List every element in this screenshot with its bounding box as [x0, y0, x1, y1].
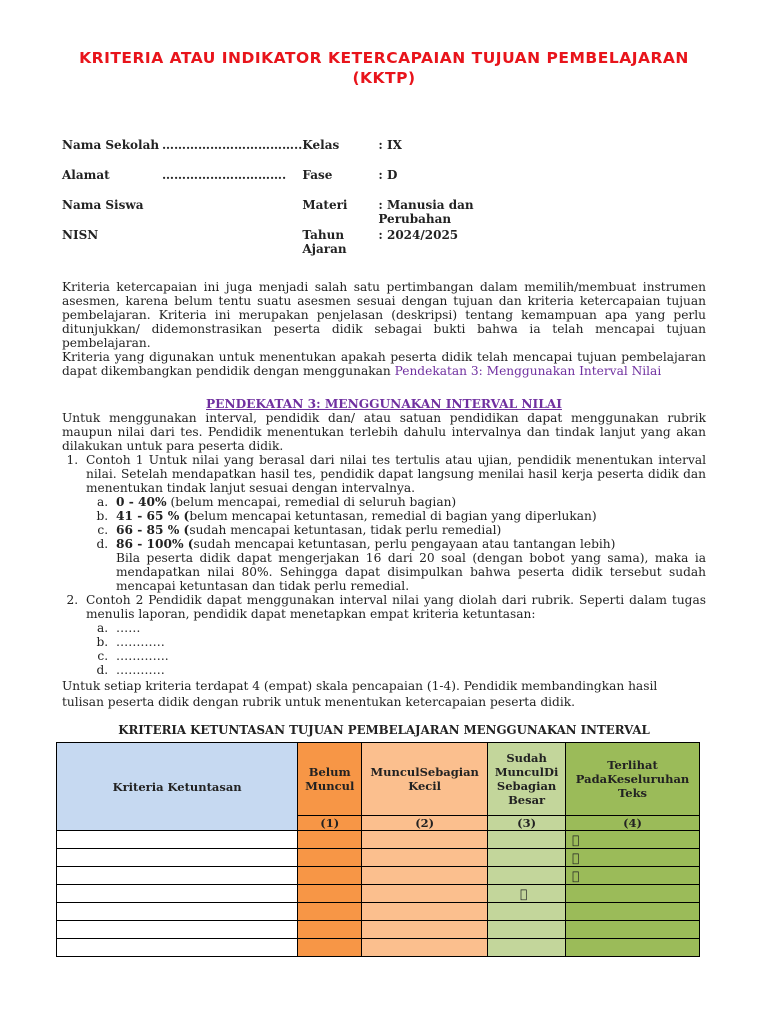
info-table: [62, 138, 498, 258]
table-row: [57, 831, 700, 849]
criteria-list: [86, 621, 706, 677]
score-cell[interactable]: [566, 921, 700, 939]
example-1-text: Contoh 1 Untuk nilai yang berasal dari nilai tes tertulis atau ujian, pendidik menentukan interval nilai. Setelah mendapatkan hasil tes, pendidik dapat langsung menilai hasil kerja peserta didik dan menentukan tindak lanjut sesuai dengan intervalnya.: [86, 453, 706, 495]
criteria-table: [56, 742, 700, 957]
info-value: : Manusia dan Perubahan: [378, 198, 474, 226]
info-value: [162, 228, 302, 258]
info-value: : 2024/2025: [378, 228, 459, 242]
info-label: Nama Sekolah: [62, 138, 160, 152]
table-row: [57, 903, 700, 921]
range-value: 41 - 65 % (: [116, 509, 190, 523]
header-col-2: MunculSebagian Kecil: [362, 743, 488, 816]
info-row: [62, 198, 498, 228]
scale-number: (3): [488, 816, 566, 831]
info-label: Kelas: [302, 138, 340, 152]
scale-number: (2): [362, 816, 488, 831]
range-desc: (belum mencapai, remedial di seluruh bagian): [166, 495, 457, 509]
criteria-cell[interactable]: [57, 867, 298, 885]
info-value: : IX: [378, 138, 402, 152]
range-value: 0 - 40%: [116, 495, 167, 509]
score-cell[interactable]: [488, 885, 566, 903]
list-item: [112, 509, 706, 523]
info-row: [62, 168, 498, 198]
example-1-note: Bila peserta didik dapat mengerjakan 16 dari 20 soal (dengan bobot yang sama), maka ia mendapatkan nilai 80%. Sehingga dapat disimpulkan bahwa peserta didik tersebut sudah mencapai ketuntasan dan tidak perlu remedial.: [116, 551, 706, 593]
score-cell[interactable]: [488, 849, 566, 867]
list-item: [82, 593, 706, 677]
approach-link[interactable]: Pendekatan 3: Menggunakan Interval Nilai: [394, 364, 662, 378]
criteria-cell[interactable]: [57, 921, 298, 939]
info-label: Nama Siswa: [62, 198, 144, 212]
score-cell[interactable]: [566, 903, 700, 921]
range-value: 86 - 100% (: [116, 537, 194, 551]
score-cell[interactable]: [298, 849, 362, 867]
score-cell[interactable]: [362, 939, 488, 957]
info-value: ………………………….: [162, 168, 287, 182]
closing-text: Untuk setiap kriteria terdapat 4 (empat) skala pencapaian (1-4). Pendidik membandingkan hasil: [62, 679, 658, 693]
header-col-1: Belum Muncul: [298, 743, 362, 816]
list-item: b. …………: [112, 635, 706, 649]
info-label: Materi: [302, 198, 348, 212]
example-list: [62, 453, 706, 677]
score-cell[interactable]: [488, 939, 566, 957]
scale-number: (4): [566, 816, 700, 831]
closing-text-2: tulisan peserta didik dengan rubrik untuk menentukan ketercapaian peserta didik.: [62, 695, 575, 709]
info-value: ……………………………..: [162, 138, 303, 152]
table-row: [57, 939, 700, 957]
score-cell[interactable]: [566, 831, 700, 849]
criteria-cell[interactable]: [57, 885, 298, 903]
scale-number: (1): [298, 816, 362, 831]
score-cell[interactable]: [488, 921, 566, 939]
score-cell[interactable]: [298, 867, 362, 885]
range-list: [86, 495, 706, 593]
info-value: [162, 198, 302, 228]
header-criteria: Kriteria Ketuntasan: [57, 743, 298, 831]
score-cell[interactable]: [298, 939, 362, 957]
table-row: [57, 885, 700, 903]
section-lead: Untuk menggunakan interval, pendidik dan/ atau satuan pendidikan dapat menggunakan rubrik maupun nilai dari tes. Pendidik menentukan terlebih dahulu intervalnya dan tindak lanjut yang akan dilakukan untuk para peserta didik.: [62, 411, 706, 453]
table-row: [57, 921, 700, 939]
list-item: a. ……: [112, 621, 706, 635]
table-header-row: [57, 743, 700, 816]
score-cell[interactable]: [566, 939, 700, 957]
document-title: KRITERIA ATAU INDIKATOR KETERCAPAIAN TUJUAN PEMBELAJARAN (KKTP): [79, 49, 689, 87]
score-cell[interactable]: [298, 885, 362, 903]
range-value: 66 - 85 % (: [116, 523, 190, 537]
score-cell[interactable]: [298, 921, 362, 939]
section-title: PENDEKATAN 3: MENGGUNAKAN INTERVAL NILAI: [206, 397, 562, 411]
list-item: [112, 495, 706, 509]
score-cell[interactable]: [362, 867, 488, 885]
score-cell[interactable]: [566, 849, 700, 867]
list-item: [112, 537, 706, 593]
info-row: [62, 138, 498, 168]
criteria-cell[interactable]: [57, 939, 298, 957]
info-label: NISN: [62, 228, 99, 242]
list-item: [112, 523, 706, 537]
criteria-cell[interactable]: [57, 849, 298, 867]
criteria-cell[interactable]: [57, 903, 298, 921]
score-cell[interactable]: [362, 885, 488, 903]
table-row: [57, 849, 700, 867]
score-cell[interactable]: [362, 903, 488, 921]
score-cell[interactable]: [488, 903, 566, 921]
score-cell[interactable]: [566, 867, 700, 885]
range-desc: sudah mencapai ketuntasan, perlu pengayaan atau tantangan lebih): [193, 537, 616, 551]
document-page: [62, 48, 706, 737]
info-label: Alamat: [62, 168, 110, 182]
criteria-cell[interactable]: [57, 831, 298, 849]
table-row: [57, 867, 700, 885]
info-value: : D: [378, 168, 398, 182]
score-cell[interactable]: [566, 885, 700, 903]
header-col-3: Sudah MunculDi Sebagian Besar: [488, 743, 566, 816]
score-cell[interactable]: [362, 921, 488, 939]
table-title: KRITERIA KETUNTASAN TUJUAN PEMBELAJARAN MENGGUNAKAN INTERVAL: [118, 723, 650, 737]
info-label: Fase: [302, 168, 333, 182]
header-col-4: Terlihat PadaKeseluruhan Teks: [566, 743, 700, 816]
intro-text: Kriteria yang digunakan untuk menentukan apakah peserta didik telah mencapai tujuan pembelajaran dapat dikembangkan pendidik dengan menggunakan: [62, 350, 706, 378]
score-cell[interactable]: [362, 849, 488, 867]
example-2-text: Contoh 2 Pendidik dapat menggunakan interval nilai yang diolah dari rubrik. Seperti dalam tugas menulis laporan, pendidik dapat menetapkan empat kriteria ketuntasan:: [86, 593, 706, 621]
intro-paragraph: Kriteria ketercapaian ini juga menjadi salah satu pertimbangan dalam memilih/membuat instrumen asesmen, karena belum tentu suatu asesmen sesuai dengan tujuan dan kriteria ketercapaian tujuan pembelajaran. Kriteria ini merupakan penjelasan (deskripsi) tentang kemampuan apa yang perlu ditunjukkan/ didemonstrasikan peserta didik sebagai bukti bahwa ia telah mencapai tujuan pembelajaran.: [62, 280, 706, 350]
score-cell[interactable]: [298, 831, 362, 849]
score-cell[interactable]: [298, 903, 362, 921]
intro-paragraph-2: [62, 350, 706, 378]
list-item: c. ………….: [112, 649, 706, 663]
score-cell[interactable]: [362, 831, 488, 849]
list-item: [82, 453, 706, 593]
info-row: [62, 228, 498, 258]
range-desc: belum mencapai ketuntasan, remedial di bagian yang diperlukan): [189, 509, 597, 523]
range-desc: sudah mencapai ketuntasan, tidak perlu remedial): [189, 523, 502, 537]
list-item: d. …………: [112, 663, 706, 677]
info-label: Tahun Ajaran: [302, 228, 347, 256]
score-cell[interactable]: [488, 831, 566, 849]
score-cell[interactable]: [488, 867, 566, 885]
